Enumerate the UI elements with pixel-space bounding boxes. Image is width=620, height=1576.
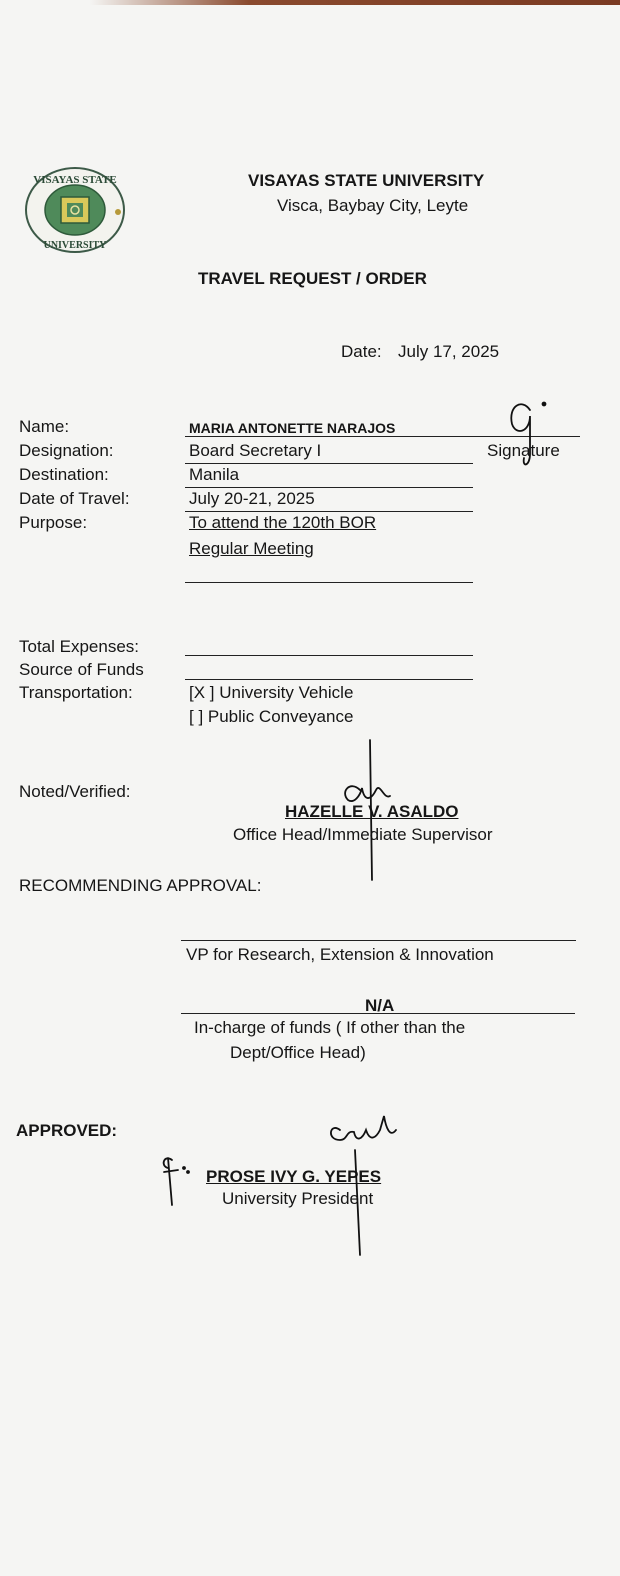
designation-value: Board Secretary I	[189, 441, 322, 460]
purpose-line-1: To attend the 120th BOR	[189, 513, 377, 532]
form-title: TRAVEL REQUEST / ORDER	[198, 269, 427, 288]
signature-label: Signature	[487, 441, 560, 460]
funds-incharge-title-2: Dept/Office Head)	[230, 1043, 366, 1062]
date-of-travel-label: Date of Travel:	[19, 489, 130, 508]
date-value: July 17, 2025	[398, 342, 500, 361]
page-edge	[90, 0, 620, 5]
recommending-title: VP for Research, Extension & Innovation	[186, 945, 494, 964]
university-address: Visca, Baybay City, Leyte	[277, 196, 469, 215]
designation-line	[185, 463, 473, 464]
recommending-label: RECOMMENDING APPROVAL:	[19, 876, 262, 895]
approved-label: APPROVED:	[16, 1121, 118, 1140]
funds-incharge-value: N/A	[365, 996, 395, 1015]
university-seal-logo	[24, 166, 126, 254]
total-expenses-label: Total Expenses:	[19, 637, 140, 656]
source-of-funds-line	[185, 679, 473, 680]
purpose-line-2: Regular Meeting	[189, 539, 314, 558]
date-of-travel-line	[185, 511, 473, 512]
noted-title: Office Head/Immediate Supervisor	[233, 825, 493, 844]
destination-value: Manila	[189, 465, 240, 484]
transport-option-university-vehicle: [X ] University Vehicle	[189, 683, 354, 702]
university-name: VISAYAS STATE UNIVERSITY	[248, 171, 485, 190]
noted-name: HAZELLE V. ASALDO	[285, 802, 459, 821]
date-of-travel-value: July 20-21, 2025	[189, 489, 315, 508]
transport-option-public-conveyance: [ ] Public Conveyance	[189, 707, 354, 726]
transportation-label: Transportation:	[19, 683, 133, 702]
destination-line	[185, 487, 473, 488]
supervisor-signature	[330, 730, 410, 890]
svg-text:VISAYAS STATE: VISAYAS STATE	[33, 174, 117, 186]
approved-name: PROSE IVY G. YEPES	[206, 1167, 382, 1186]
name-label: Name:	[19, 417, 70, 436]
recommending-line	[181, 940, 576, 941]
purpose-label: Purpose:	[19, 513, 88, 532]
total-expenses-line	[185, 655, 473, 656]
funds-incharge-line	[181, 1013, 575, 1014]
source-of-funds-label: Source of Funds	[19, 660, 144, 679]
name-value: MARIA ANTONETTE NARAJOS	[189, 420, 396, 436]
purpose-blank-line	[185, 582, 473, 583]
svg-text:UNIVERSITY: UNIVERSITY	[43, 240, 107, 251]
funds-incharge-title-1: In-charge of funds ( If other than the	[194, 1018, 466, 1037]
president-signature	[150, 1110, 420, 1260]
date-label: Date:	[341, 342, 382, 361]
noted-label: Noted/Verified:	[19, 782, 131, 801]
designation-label: Designation:	[19, 441, 114, 460]
approved-title: University President	[222, 1189, 374, 1208]
destination-label: Destination:	[19, 465, 109, 484]
requester-signature	[500, 392, 560, 472]
